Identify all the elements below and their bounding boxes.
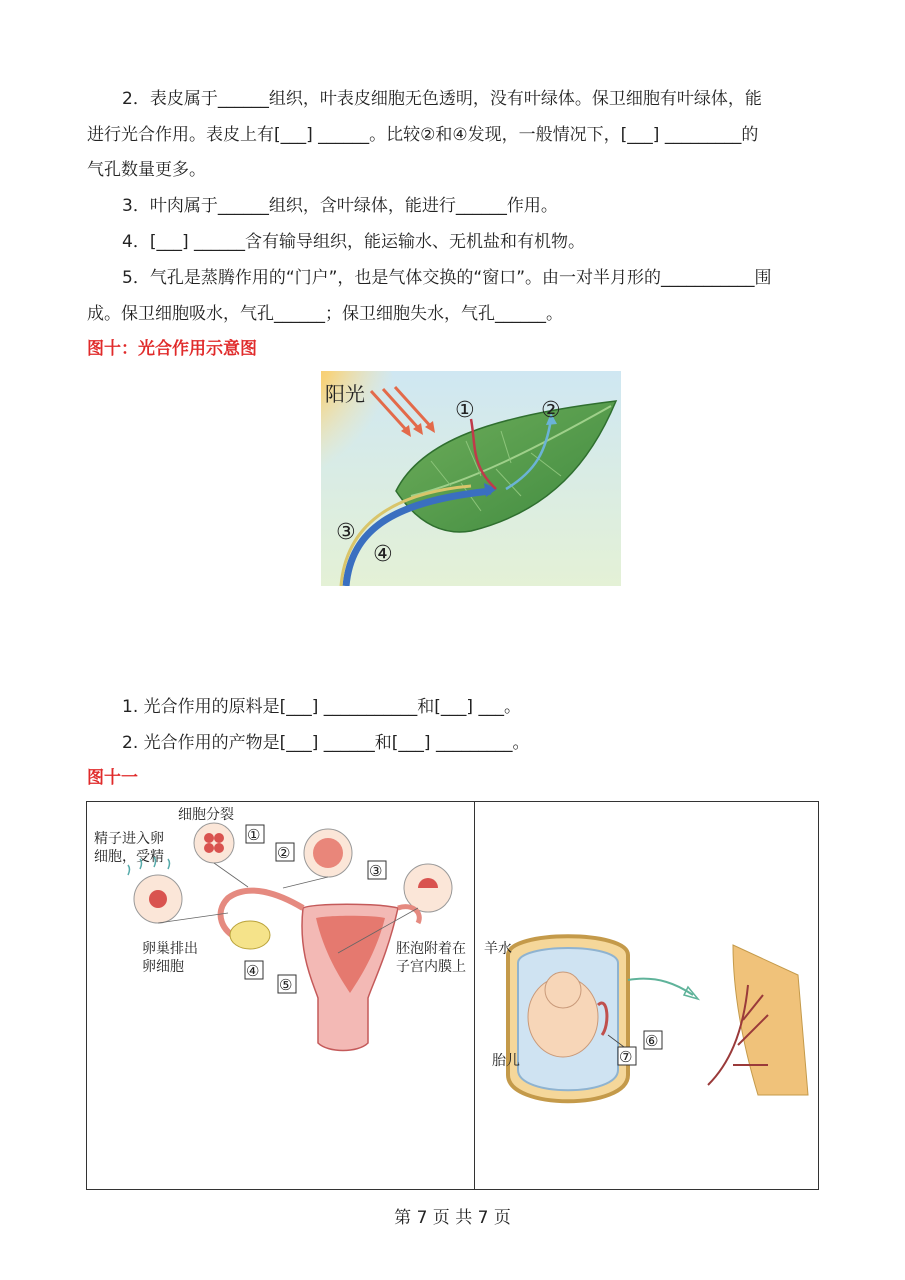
label-1: ①: [455, 398, 475, 423]
ovary-label-line2: 卵细胞: [142, 959, 184, 975]
photo-q1: 1. 光合作用的原料是[___] ___________和[___] ___。: [122, 697, 521, 717]
photo-q2: 2. 光合作用的产物是[___] ______和[___] _________。: [122, 733, 530, 753]
sperm-label-line2: 细胞，受精: [94, 849, 164, 865]
fig11-title: 图十一: [87, 768, 138, 788]
q3-line: 3．叶肉属于______组织，含叶绿体，能进行______作用。: [122, 196, 558, 216]
zoom-arrow: [628, 979, 693, 995]
q2-line1: 2．表皮属于______组织，叶表皮细胞无色透明，没有叶绿体。保卫细胞有叶绿体，能: [122, 89, 762, 109]
q5-line1: 5．气孔是蒸腾作用的“门户”，也是气体交换的“窗口”。由一对半月形的___________围: [122, 268, 772, 288]
figure-11-divider: [474, 801, 475, 1190]
label-3: ③: [369, 862, 383, 880]
page-footer: 第 7 页 共 7 页: [394, 1208, 511, 1228]
q5-line2: 成。保卫细胞吸水，气孔______；保卫细胞失水，气孔______。: [87, 304, 563, 324]
label-5: ⑤: [279, 976, 293, 994]
ovary-shape: [230, 921, 270, 949]
photosynthesis-figure: [321, 371, 621, 586]
sunlight-label: 阳光: [325, 382, 365, 406]
cell-division-label: 细胞分裂: [178, 807, 234, 823]
sperm-label-line1: 精子进入卵: [94, 831, 164, 847]
ovary-label-line1: 卵巢排出: [142, 941, 198, 957]
q4-line: 4．[___] ______含有输导组织，能运输水、无机盐和有机物。: [122, 232, 585, 252]
embryo-label-line2: 子宫内膜上: [396, 959, 466, 975]
fetus-figure: [478, 925, 818, 1115]
fetus-label: 胎儿: [492, 1053, 520, 1069]
amniotic-fluid-label: 羊水: [484, 941, 512, 957]
label-6: ⑥: [645, 1032, 659, 1050]
uterus-figure: [88, 803, 472, 1063]
label-2: ②: [277, 844, 291, 862]
label-3: ③: [336, 520, 356, 545]
label-4: ④: [373, 542, 393, 567]
embryo-label-line1: 胚泡附着在: [396, 941, 466, 957]
fig10-title: 图十：光合作用示意图: [87, 339, 257, 359]
q2-line2: 进行光合作用。表皮上有[___] ______。比较②和④发现，一般情况下，[___] _________的: [87, 125, 759, 145]
label-7: ⑦: [619, 1048, 633, 1066]
label-4: ④: [246, 962, 260, 980]
label-2: ②: [541, 398, 561, 423]
label-1: ①: [247, 826, 261, 844]
q2-line3: 气孔数量更多。: [87, 160, 206, 180]
four-cell-icon: [194, 823, 234, 863]
